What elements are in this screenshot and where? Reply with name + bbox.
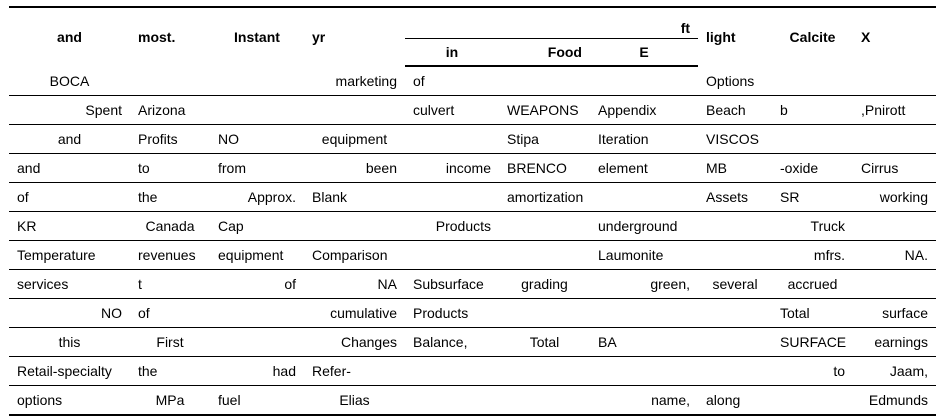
table-cell: marketing: [304, 66, 405, 96]
table-cell: of: [130, 299, 210, 328]
table-cell: Total: [499, 328, 590, 357]
table-cell: earnings: [853, 328, 936, 357]
table-cell: Arizona: [130, 96, 210, 125]
table-cell: NO: [9, 299, 130, 328]
table-cell: to: [130, 154, 210, 183]
table-cell: [590, 66, 698, 96]
table-cell: green,: [590, 270, 698, 299]
table-row: [9, 241, 936, 270]
header-sub-6: E: [590, 39, 698, 67]
table-cell: [698, 357, 772, 386]
table-cell: First: [130, 328, 210, 357]
table-cell: the: [130, 183, 210, 212]
table-cell: of: [405, 66, 499, 96]
table-cell: Balance,: [405, 328, 499, 357]
table-cell: Products: [405, 299, 499, 328]
table-cell: options: [9, 386, 130, 416]
table-cell: [405, 125, 499, 154]
table-cell: [590, 183, 698, 212]
table-cell: [130, 66, 210, 96]
table-cell: Beach: [698, 96, 772, 125]
table-cell: to: [772, 357, 853, 386]
table-cell: Cirrus: [853, 154, 936, 183]
table-cell: Stipa: [499, 125, 590, 154]
table-cell: equipment: [210, 241, 304, 270]
table-cell: [499, 241, 590, 270]
table-row: [9, 183, 936, 212]
table-cell: SURFACE: [772, 328, 853, 357]
table-cell: equipment: [304, 125, 405, 154]
table-header: [9, 7, 936, 66]
table-cell: Changes: [304, 328, 405, 357]
table-cell: of: [210, 270, 304, 299]
table-cell: Canada: [130, 212, 210, 241]
table-cell: SR: [772, 183, 853, 212]
table-cell: [405, 386, 499, 416]
table-cell: several: [698, 270, 772, 299]
table-cell: VISCOS: [698, 125, 772, 154]
table-row: [9, 125, 936, 154]
table-cell: name,: [590, 386, 698, 416]
data-table-container: [9, 6, 936, 410]
table-cell: NA.: [853, 241, 936, 270]
table-row: [9, 386, 936, 416]
table-cell: Spent: [9, 96, 130, 125]
table-cell: BRENCO: [499, 154, 590, 183]
header-cell-0: and: [57, 29, 82, 45]
table-cell: underground: [590, 212, 698, 241]
table-cell: services: [9, 270, 130, 299]
header-sub-5: Food: [499, 39, 590, 67]
table-cell: Approx.: [210, 183, 304, 212]
table-cell: Comparison: [304, 241, 405, 270]
table-cell: and: [9, 125, 130, 154]
table-cell: [772, 66, 853, 96]
table-cell: been: [304, 154, 405, 183]
table-cell: [772, 125, 853, 154]
header-cell-2: Instant: [234, 29, 280, 45]
table-cell: culvert: [405, 96, 499, 125]
table-cell: [499, 299, 590, 328]
data-table: [9, 6, 936, 416]
table-cell: [853, 66, 936, 96]
table-cell: income: [405, 154, 499, 183]
table-cell: KR: [9, 212, 130, 241]
table-cell: working: [853, 183, 936, 212]
table-cell: [698, 241, 772, 270]
table-cell: Jaam,: [853, 357, 936, 386]
header-cell-7: light: [706, 29, 736, 45]
table-cell: [499, 66, 590, 96]
table-cell: and: [9, 154, 130, 183]
table-row: [9, 212, 936, 241]
table-cell: Truck: [772, 212, 853, 241]
table-cell: Assets: [698, 183, 772, 212]
table-cell: surface: [853, 299, 936, 328]
table-cell: Elias: [304, 386, 405, 416]
header-sub-4: in: [405, 39, 499, 67]
table-cell: [853, 270, 936, 299]
table-cell: [590, 299, 698, 328]
table-cell: Edmunds: [853, 386, 936, 416]
table-cell: Laumonite: [590, 241, 698, 270]
table-cell: [210, 299, 304, 328]
table-cell: Retail-specialty: [9, 357, 130, 386]
table-cell: fuel: [210, 386, 304, 416]
table-cell: accrued: [772, 270, 853, 299]
table-row: [9, 66, 936, 96]
table-cell: [590, 357, 698, 386]
table-cell: [772, 386, 853, 416]
table-cell: along: [698, 386, 772, 416]
table-cell: Options: [698, 66, 772, 96]
table-row: [9, 299, 936, 328]
table-cell: [853, 212, 936, 241]
table-cell: [210, 96, 304, 125]
table-cell: BA: [590, 328, 698, 357]
table-cell: BOCA: [9, 66, 130, 96]
table-cell: [304, 212, 405, 241]
table-cell: [210, 66, 304, 96]
table-cell: [853, 125, 936, 154]
table-row: [9, 270, 936, 299]
table-cell: [499, 386, 590, 416]
table-cell: NA: [304, 270, 405, 299]
table-cell: Blank: [304, 183, 405, 212]
header-cell-1: most.: [138, 29, 176, 45]
table-cell: mfrs.: [772, 241, 853, 270]
table-cell: [698, 328, 772, 357]
table-cell: NO: [210, 125, 304, 154]
table-body: [9, 66, 936, 415]
table-cell: [405, 183, 499, 212]
header-cell-3: yr: [312, 29, 326, 45]
table-cell: [210, 328, 304, 357]
table-cell: [698, 212, 772, 241]
table-cell: b: [772, 96, 853, 125]
table-cell: Refer-: [304, 357, 405, 386]
table-cell: Temperature: [9, 241, 130, 270]
table-cell: [304, 96, 405, 125]
table-cell: [405, 357, 499, 386]
table-row: [9, 154, 936, 183]
table-cell: Subsurface: [405, 270, 499, 299]
table-cell: amortization: [499, 183, 590, 212]
table-row: [9, 328, 936, 357]
table-cell: Profits: [130, 125, 210, 154]
header-group-ft: ft: [405, 7, 698, 39]
table-cell: from: [210, 154, 304, 183]
table-cell: Total: [772, 299, 853, 328]
table-cell: ,Pnirott: [853, 96, 936, 125]
table-cell: t: [130, 270, 210, 299]
table-cell: the: [130, 357, 210, 386]
table-cell: this: [9, 328, 130, 357]
table-cell: of: [9, 183, 130, 212]
table-cell: Cap: [210, 212, 304, 241]
table-row: [9, 96, 936, 125]
table-cell: grading: [499, 270, 590, 299]
table-cell: Appendix: [590, 96, 698, 125]
table-cell: [698, 299, 772, 328]
table-cell: element: [590, 154, 698, 183]
table-cell: Iteration: [590, 125, 698, 154]
table-cell: MB: [698, 154, 772, 183]
table-cell: cumulative: [304, 299, 405, 328]
table-cell: [499, 212, 590, 241]
table-row: [9, 357, 936, 386]
table-cell: Products: [405, 212, 499, 241]
table-cell: MPa: [130, 386, 210, 416]
table-cell: revenues: [130, 241, 210, 270]
table-cell: -oxide: [772, 154, 853, 183]
table-cell: [405, 241, 499, 270]
header-cell-9: X: [861, 29, 871, 45]
table-cell: had: [210, 357, 304, 386]
table-cell: WEAPONS: [499, 96, 590, 125]
table-cell: [499, 357, 590, 386]
header-cell-8: Calcite: [789, 29, 836, 45]
